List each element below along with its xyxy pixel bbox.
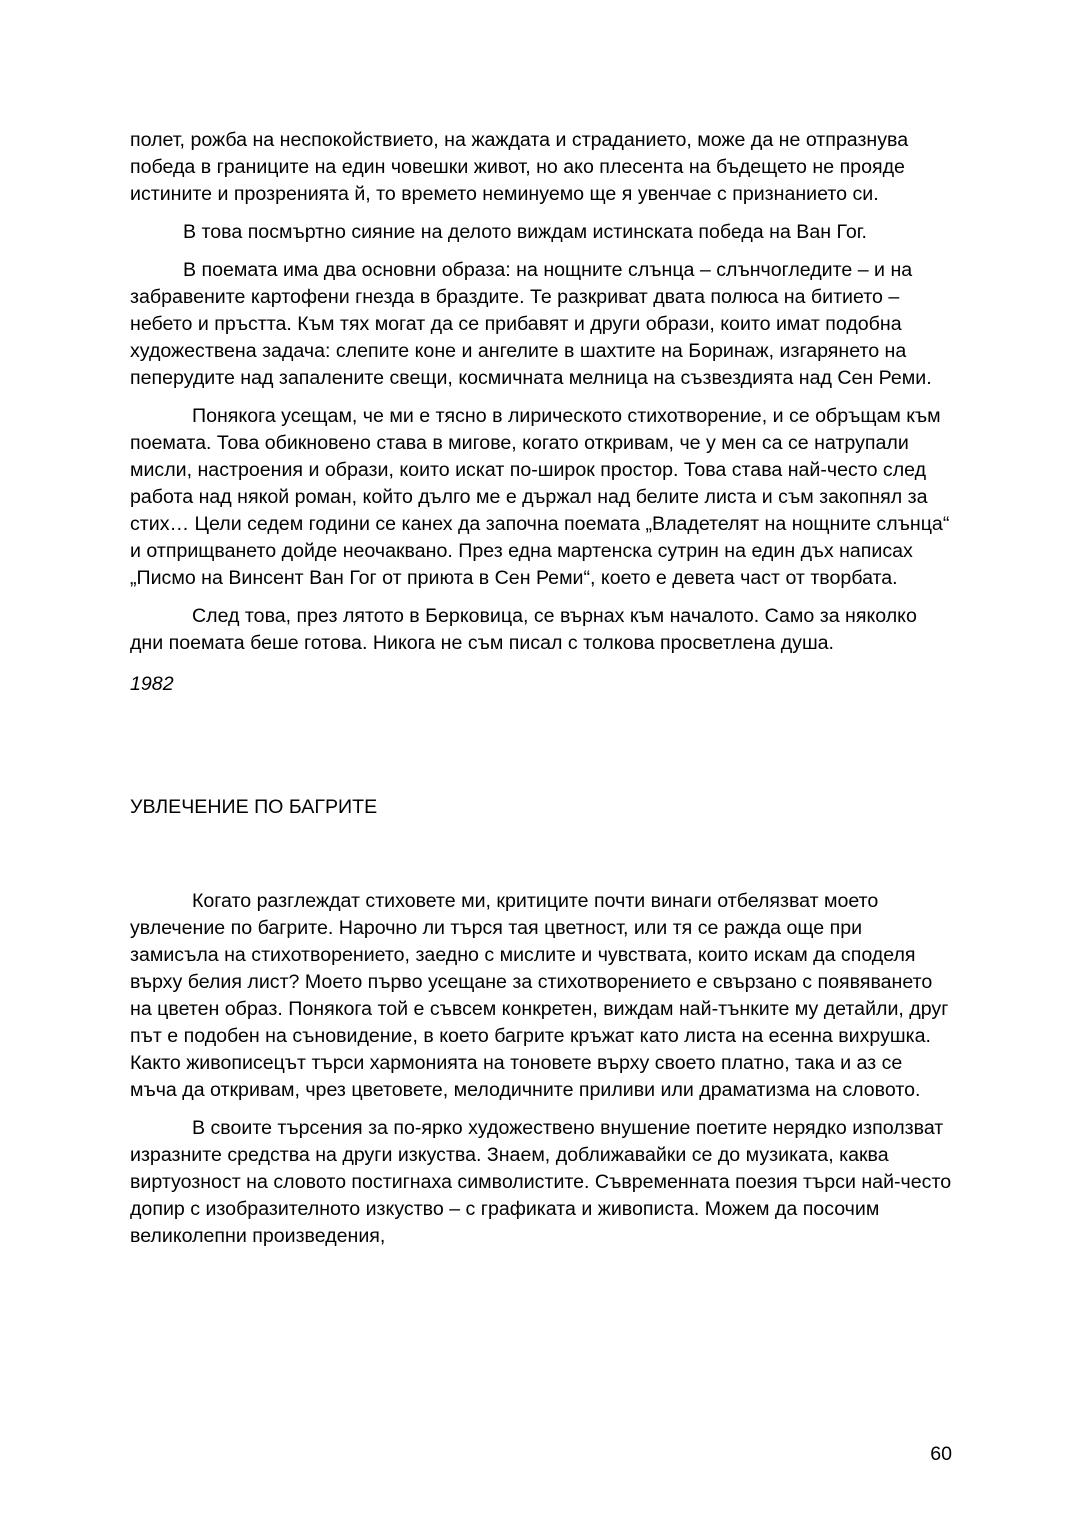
paragraph-van-gogh-victory: В това посмъртно сияние на делото виждам истинската победа на Ван Гог. [183, 221, 867, 243]
paragraph-continuation: полет, рожба на неспокойствието, на жаждата и страданието, може да не отпразнува победа в границите на един човешки живот, но ако плесента на бъдещето не прояде истините и прозренията й, то времето неминуемо ще я увенчае с признанието си. [130, 129, 909, 205]
paragraph-colors-passion: Когато разглеждат стиховете ми, критиците почти винаги отбелязват моето увлечение по багрите. Нарочно ли търся тая цветност, или тя се ражда още при замисъла на стихотворението, заедно с мислите и чувствата, които искам да споделя върху белия лист? Моето първо усещане за стихотворението е свързано с появяването на цветен образ. Понякога той е съвсем конкретен, виждам най-тънките му детайли, друг път е подобен на съновидение, в което багрите кръжат като листа на есенна вихрушка. Както живописецът търси хармонията на тоновете върху своето платно, така и аз се мъча да откривам, чрез цветовете, мелодичните приливи или драматизма на словото. [130, 890, 949, 1101]
paragraph-lyric-poem: Понякога усещам, че ми е тясно в лирическото стихотворение, и се обръщам към поемата. Това обикновено става в мигове, когато откривам, че у мен са се натрупали мисли, настроения и образи, които искат по-широк простор. Това става най-често след работа над някой роман, който дълго ме е държал над белите листа и съм закопнял за стих… Цели седем години се канех да започна поемата „Владетелят на нощните слънца“ и отприщването дойде неочаквано. През една мартенска сутрин на един дъх написах „Писмо на Винсент Ван Гог от приюта в Сен Реми“, което е девета част от творбата. [130, 405, 950, 589]
document-page [130, 127, 952, 1261]
page-number: 60 [930, 1443, 952, 1465]
paragraph-other-arts: В своите търсения за по-ярко художествено внушение поетите нерядко използват изразните средства на други изкуства. Знаем, доближавайки се до музиката, каква виртуозност на словото постигнаха символистите. Съвременната поезия търси най-често допир с изобразителното изкуство – с графиката и живописта. Можем да посочим великолепни произведения, [130, 1117, 952, 1247]
essay-date: 1982 [130, 673, 174, 695]
paragraph-two-images: В поемата има два основни образа: на нощните слънца – слънчогледите – и на забравените картофени гнезда в браздите. Те разкриват двата полюса на битието – небето и пръстта. Към тях могат да се прибавят и други образи, които имат подобна художествена задача: слепите коне и ангелите в шахтите на Боринаж, изгарянето на пеперудите над запалените свещи, космичната мелница на съзвездията над Сен Реми. [130, 259, 932, 389]
section-title: УВЛЕЧЕНИЕ ПО БАГРИТЕ [130, 796, 378, 818]
paragraph-berkovitsa: След това, през лятото в Берковица, се върнах към началото. Само за няколко дни поемата беше готова. Никога не съм писал с толкова просветлена душа. [130, 605, 917, 654]
